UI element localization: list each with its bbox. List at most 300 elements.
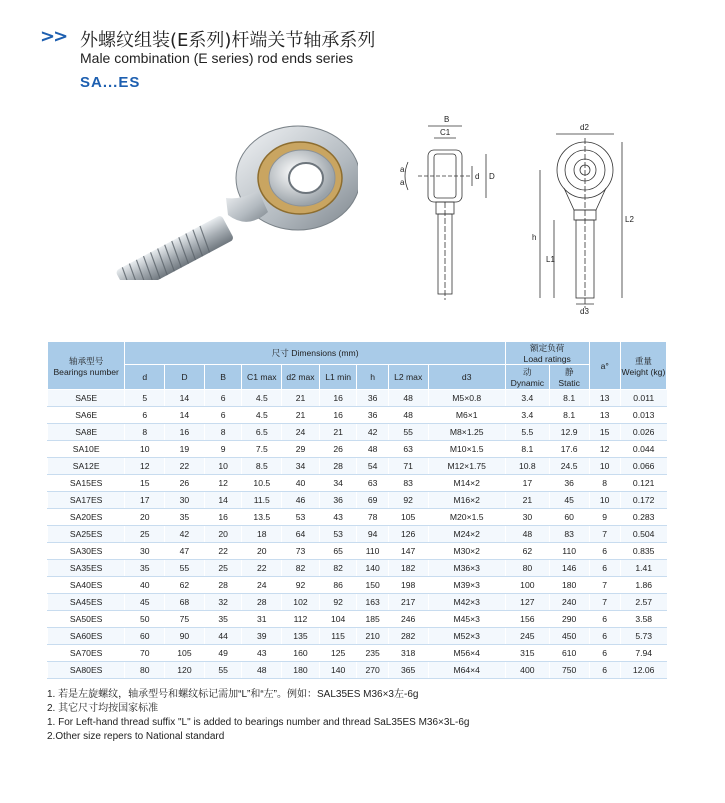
cell-weight: 0.026 [620,424,666,441]
cell-weight: 12.06 [620,662,666,679]
cell-d3: M39×3 [428,577,505,594]
cell-dynamic: 100 [505,577,549,594]
cell-d: 17 [125,492,165,509]
table-row [48,475,667,492]
cell-C1: 4.5 [242,407,282,424]
table-header-row-2 [48,365,667,390]
cell-static: 36 [549,475,589,492]
cell-h: 210 [357,628,388,645]
subheader-d3: d3 [428,365,505,390]
cell-angle: 6 [589,645,620,662]
table-row [48,441,667,458]
cell-d2: 64 [282,526,320,543]
cell-weight: 1.86 [620,577,666,594]
cell-dynamic: 17 [505,475,549,492]
cell-B: 8 [204,424,242,441]
cell-d2: 21 [282,390,320,407]
cell-h: 94 [357,526,388,543]
cell-dynamic: 156 [505,611,549,628]
cell-L1: 26 [319,441,357,458]
cell-d3: M10×1.5 [428,441,505,458]
note-2-en: 2.Other size repers to National standard [47,731,225,742]
cell-B: 32 [204,594,242,611]
cell-d: 15 [125,475,165,492]
cell-static: 146 [549,560,589,577]
table-row [48,458,667,475]
cell-d2: 135 [282,628,320,645]
table-body [48,390,667,679]
cell-d2: 160 [282,645,320,662]
cell-d: 10 [125,441,165,458]
cell-model: SA17ES [48,492,125,509]
cell-L2: 282 [388,628,428,645]
cell-weight: 0.172 [620,492,666,509]
note-1-cn: 1. 若是左旋螺纹，轴承型号和螺纹标记需加“L”和“左”。例如：SAL35ES M36×3左-6g [47,689,419,700]
cell-B: 49 [204,645,242,662]
cell-L2: 126 [388,526,428,543]
cell-weight: 0.835 [620,543,666,560]
cell-model: SA12E [48,458,125,475]
cell-h: 270 [357,662,388,679]
angle-label-a2: a [400,178,405,187]
cell-h: 42 [357,424,388,441]
cell-d: 40 [125,577,165,594]
cell-D: 42 [165,526,205,543]
front-view-drawing [530,118,640,318]
cell-L2: 71 [388,458,428,475]
table-row [48,645,667,662]
table-row [48,611,667,628]
cell-D: 22 [165,458,205,475]
cell-L2: 63 [388,441,428,458]
cell-dynamic: 62 [505,543,549,560]
angle-label-a1: a [400,165,405,174]
cell-B: 55 [204,662,242,679]
cell-angle: 10 [589,458,620,475]
cell-model: SA30ES [48,543,125,560]
cell-d: 80 [125,662,165,679]
cell-d: 35 [125,560,165,577]
cell-B: 6 [204,390,242,407]
cell-B: 6 [204,407,242,424]
cell-static: 24.5 [549,458,589,475]
cell-angle: 6 [589,543,620,560]
cell-L1: 86 [319,577,357,594]
cell-dynamic: 315 [505,645,549,662]
cell-static: 8.1 [549,407,589,424]
dim-label-d2: d2 [580,123,589,132]
cell-D: 14 [165,407,205,424]
cell-d3: M16×2 [428,492,505,509]
page-title-english: Male combination (E series) rod ends series [80,50,354,66]
cell-dynamic: 21 [505,492,549,509]
cell-d2: 112 [282,611,320,628]
cell-angle: 15 [589,424,620,441]
cell-d3: M14×2 [428,475,505,492]
cell-model: SA6E [48,407,125,424]
cell-d3: M24×2 [428,526,505,543]
cell-static: 110 [549,543,589,560]
specification-table [47,341,667,679]
table-row [48,492,667,509]
cell-static: 12.9 [549,424,589,441]
cell-d: 50 [125,611,165,628]
cell-L1: 53 [319,526,357,543]
table-row [48,594,667,611]
cell-B: 22 [204,543,242,560]
subheader-D: D [165,365,205,390]
dim-label-L2: L2 [625,215,634,224]
subheader-d: d [125,365,165,390]
cell-static: 450 [549,628,589,645]
cell-h: 140 [357,560,388,577]
cell-angle: 8 [589,475,620,492]
cell-h: 235 [357,645,388,662]
cell-static: 60 [549,509,589,526]
cell-B: 12 [204,475,242,492]
cell-L1: 65 [319,543,357,560]
table-row [48,390,667,407]
cell-C1: 28 [242,594,282,611]
cell-d3: M12×1.75 [428,458,505,475]
cell-dynamic: 10.8 [505,458,549,475]
cell-static: 750 [549,662,589,679]
cell-D: 47 [165,543,205,560]
cell-dynamic: 8.1 [505,441,549,458]
cell-h: 69 [357,492,388,509]
cell-d3: M20×1.5 [428,509,505,526]
cell-B: 35 [204,611,242,628]
cell-angle: 7 [589,577,620,594]
table-row [48,560,667,577]
subheader-L1: L1 min [319,365,357,390]
cell-C1: 31 [242,611,282,628]
cell-model: SA5E [48,390,125,407]
cell-B: 44 [204,628,242,645]
cell-d2: 92 [282,577,320,594]
table-header-row-1 [48,342,667,365]
cell-static: 610 [549,645,589,662]
table-row [48,628,667,645]
cell-L1: 92 [319,594,357,611]
rod-end-photo [108,120,358,280]
cell-weight: 0.121 [620,475,666,492]
subheader-dynamic-cn: 动 [523,367,532,377]
cell-D: 120 [165,662,205,679]
cell-L1: 21 [319,424,357,441]
cell-d2: 53 [282,509,320,526]
cell-weight: 2.57 [620,594,666,611]
table-row [48,543,667,560]
cell-d: 60 [125,628,165,645]
header-load-ratings [505,342,589,365]
cell-D: 90 [165,628,205,645]
cell-dynamic: 3.4 [505,407,549,424]
cell-L2: 318 [388,645,428,662]
cell-model: SA15ES [48,475,125,492]
cell-d: 70 [125,645,165,662]
cell-angle: 10 [589,492,620,509]
cell-angle: 12 [589,441,620,458]
cell-B: 16 [204,509,242,526]
cell-d2: 21 [282,407,320,424]
cell-L1: 28 [319,458,357,475]
cell-weight: 0.066 [620,458,666,475]
cell-C1: 20 [242,543,282,560]
cell-C1: 22 [242,560,282,577]
subheader-d2: d2 max [282,365,320,390]
cell-L1: 34 [319,475,357,492]
cell-weight: 5.73 [620,628,666,645]
cell-static: 240 [549,594,589,611]
cell-angle: 6 [589,662,620,679]
cell-model: SA80ES [48,662,125,679]
cell-d3: M45×3 [428,611,505,628]
cell-angle: 6 [589,560,620,577]
cell-L1: 140 [319,662,357,679]
cell-dynamic: 245 [505,628,549,645]
dim-label-B: B [444,115,450,124]
table-row [48,577,667,594]
cell-h: 110 [357,543,388,560]
cell-B: 25 [204,560,242,577]
cell-h: 63 [357,475,388,492]
cell-d2: 40 [282,475,320,492]
cell-C1: 11.5 [242,492,282,509]
cell-d: 30 [125,543,165,560]
cell-C1: 39 [242,628,282,645]
cell-d3: M5×0.8 [428,390,505,407]
cell-d: 20 [125,509,165,526]
cell-D: 62 [165,577,205,594]
cell-weight: 0.504 [620,526,666,543]
cell-C1: 43 [242,645,282,662]
header-weight-cn: 重量 [634,355,653,366]
cell-d2: 73 [282,543,320,560]
cell-d2: 82 [282,560,320,577]
cell-C1: 13.5 [242,509,282,526]
cell-d3: M64×4 [428,662,505,679]
cell-d: 25 [125,526,165,543]
table-row [48,424,667,441]
cell-L1: 82 [319,560,357,577]
cell-L2: 92 [388,492,428,509]
cell-D: 30 [165,492,205,509]
cell-d2: 24 [282,424,320,441]
cell-L1: 104 [319,611,357,628]
series-code: SA...ES [80,74,141,91]
cell-C1: 8.5 [242,458,282,475]
cell-D: 55 [165,560,205,577]
cell-dynamic: 80 [505,560,549,577]
cell-angle: 6 [589,628,620,645]
dim-label-d: d [475,172,480,181]
cell-C1: 48 [242,662,282,679]
cell-weight: 3.58 [620,611,666,628]
table-row [48,509,667,526]
cell-weight: 7.94 [620,645,666,662]
cell-weight: 0.283 [620,509,666,526]
cell-h: 36 [357,390,388,407]
cell-h: 163 [357,594,388,611]
cell-static: 290 [549,611,589,628]
cell-d3: M56×4 [428,645,505,662]
cell-model: SA45ES [48,594,125,611]
cell-B: 10 [204,458,242,475]
subheader-static-cn: 静 [564,367,574,377]
cell-static: 8.1 [549,390,589,407]
cell-B: 9 [204,441,242,458]
cell-C1: 10.5 [242,475,282,492]
cell-h: 36 [357,407,388,424]
cell-L1: 36 [319,492,357,509]
cell-d: 12 [125,458,165,475]
table-row [48,526,667,543]
cell-C1: 4.5 [242,390,282,407]
cell-L2: 83 [388,475,428,492]
cell-L2: 198 [388,577,428,594]
cell-B: 20 [204,526,242,543]
cell-D: 14 [165,390,205,407]
cell-L1: 125 [319,645,357,662]
cell-angle: 6 [589,611,620,628]
cell-C1: 18 [242,526,282,543]
cell-static: 45 [549,492,589,509]
note-1-en: 1. For Left-hand thread suffix "L" is added to bearings number and thread SaL35ES M36×3L-6g [47,717,470,728]
cell-angle: 7 [589,526,620,543]
cell-d3: M36×3 [428,560,505,577]
dim-label-d3: d3 [580,307,589,316]
cell-L2: 246 [388,611,428,628]
cell-D: 35 [165,509,205,526]
cell-C1: 6.5 [242,424,282,441]
header-weight [620,342,666,390]
cell-h: 150 [357,577,388,594]
cell-D: 16 [165,424,205,441]
cell-model: SA60ES [48,628,125,645]
dim-label-h: h [532,233,537,242]
cell-weight: 1.41 [620,560,666,577]
cell-dynamic: 30 [505,509,549,526]
subheader-C1: C1 max [242,365,282,390]
note-2-cn: 2. 其它尺寸均按国家标准 [47,703,159,714]
cell-D: 105 [165,645,205,662]
subheader-B: B [204,365,242,390]
page-title-chinese: 外螺纹组装(E系列)杆端关节轴承系列 [80,30,376,51]
cell-dynamic: 400 [505,662,549,679]
cell-angle: 13 [589,390,620,407]
cell-static: 180 [549,577,589,594]
subheader-h: h [357,365,388,390]
cell-d3: M30×2 [428,543,505,560]
table-row [48,407,667,424]
subheader-dynamic-en: Dynamic [510,378,545,388]
cell-model: SA70ES [48,645,125,662]
header-dimensions: 尺寸 Dimensions (mm) [125,342,506,365]
side-view-drawing [400,110,510,310]
cell-dynamic: 5.5 [505,424,549,441]
cell-static: 17.6 [549,441,589,458]
cell-model: SA50ES [48,611,125,628]
cell-h: 54 [357,458,388,475]
cell-d: 45 [125,594,165,611]
dim-label-L1: L1 [546,255,555,264]
cell-h: 185 [357,611,388,628]
cell-D: 68 [165,594,205,611]
header-model-en: Bearings number [53,366,119,377]
cell-d3: M6×1 [428,407,505,424]
cell-d3: M52×3 [428,628,505,645]
subheader-L2: L2 max [388,365,428,390]
cell-B: 14 [204,492,242,509]
cell-L2: 48 [388,390,428,407]
cell-d2: 34 [282,458,320,475]
cell-d3: M8×1.25 [428,424,505,441]
threaded-shank [115,215,234,280]
cell-L1: 16 [319,390,357,407]
subheader-dynamic [505,365,549,390]
cell-dynamic: 48 [505,526,549,543]
subheader-static-en: Static [558,378,580,388]
cell-model: SA35ES [48,560,125,577]
header-load-cn: 额定负荷 [530,343,565,353]
header-load-en: Load ratings [523,354,571,364]
cell-D: 26 [165,475,205,492]
cell-angle: 13 [589,407,620,424]
dim-label-D: D [489,172,495,181]
subheader-static [549,365,589,390]
cell-C1: 24 [242,577,282,594]
cell-model: SA25ES [48,526,125,543]
cell-L2: 182 [388,560,428,577]
cell-d2: 29 [282,441,320,458]
header-bearing-number [48,342,125,390]
cell-static: 83 [549,526,589,543]
cell-L2: 105 [388,509,428,526]
cell-d3: M42×3 [428,594,505,611]
table-row [48,662,667,679]
cell-d: 8 [125,424,165,441]
cell-L2: 217 [388,594,428,611]
cell-dynamic: 127 [505,594,549,611]
cell-L2: 48 [388,407,428,424]
cell-h: 78 [357,509,388,526]
double-arrow-icon: >> [40,26,67,47]
cell-model: SA10E [48,441,125,458]
cell-L1: 115 [319,628,357,645]
cell-L2: 365 [388,662,428,679]
cell-L2: 55 [388,424,428,441]
cell-D: 75 [165,611,205,628]
cell-model: SA8E [48,424,125,441]
cell-B: 28 [204,577,242,594]
cell-D: 19 [165,441,205,458]
cell-h: 48 [357,441,388,458]
cell-dynamic: 3.4 [505,390,549,407]
header-weight-en: Weight (kg) [621,366,666,377]
cell-L1: 16 [319,407,357,424]
cell-L2: 147 [388,543,428,560]
cell-model: SA40ES [48,577,125,594]
cell-weight: 0.011 [620,390,666,407]
dim-label-C1: C1 [440,128,451,137]
cell-weight: 0.044 [620,441,666,458]
cell-d2: 46 [282,492,320,509]
cell-C1: 7.5 [242,441,282,458]
header-model-cn: 轴承型号 [68,355,104,366]
cell-d: 5 [125,390,165,407]
cell-d2: 102 [282,594,320,611]
